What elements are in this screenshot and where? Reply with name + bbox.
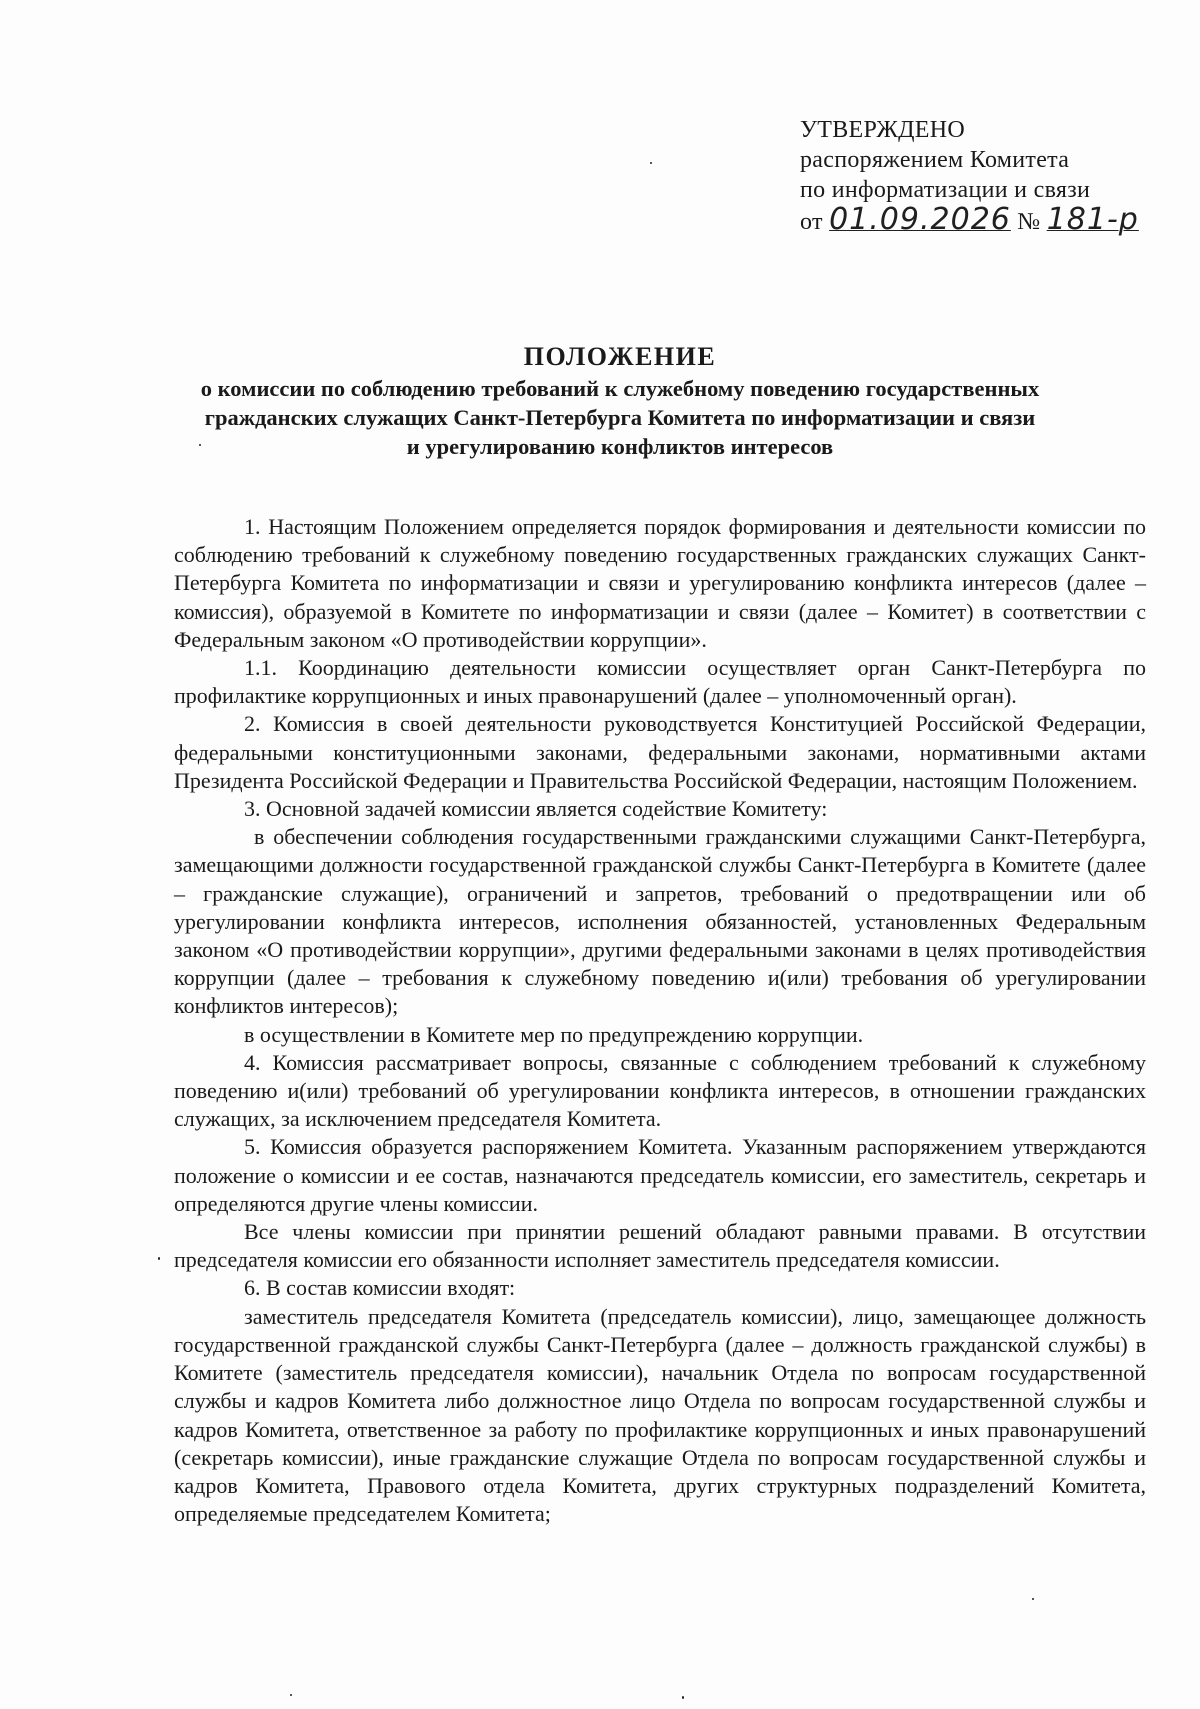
handwritten-number: 181-р [1046, 202, 1139, 237]
scan-speck [682, 1696, 684, 1699]
paragraph: заместитель председателя Комитета (председатель комиссии), лицо, замещающее должность государственной гражданской службы Санкт-Петербурга (далее – должность гражданской службы) в Комитете (заместитель председателя комиссии), начальник Отдела по вопросам государственной службы и кадров Комитета либо должностное лицо Отдела по вопросам государственной службы и кадров Комитета, ответственное за работу по профилактике коррупционных и иных правонарушений (секретарь комиссии), иные гражданские служащие Отдела по вопросам государственной службы и кадров Комитета, Правового отдела Комитета, других структурных подразделений Комитета, определяемые председателем Комитета; [174, 1303, 1146, 1527]
subtitle-line: гражданских служащих Санкт-Петербурга Комитета по информатизации и связи [204, 405, 1036, 430]
paragraph: 6. В состав комиссии входят: [244, 1275, 516, 1301]
paragraph: Все члены комиссии при принятии решений обладают равными правами. В отсутствии председателя комиссии его обязанности исполняет заместитель председателя комиссии. [174, 1219, 1146, 1273]
handwritten-date: 01.09.2026 [829, 202, 1011, 237]
scan-speck [199, 444, 201, 446]
scan-speck [158, 1257, 160, 1260]
paragraph: в осуществлении в Комитете мер по предупреждению коррупции. [244, 1021, 864, 1047]
scan-speck [650, 162, 652, 164]
paragraph: 3. Основной задачей комиссии является содействие Комитету: [244, 796, 828, 822]
subtitle-line: о комиссии по соблюдению требований к служебному поведению государственных [200, 376, 1040, 401]
paragraph: 2. Комиссия в своей деятельности руководствуется Конституцией Российской Федерации, федеральными конституционными законами, федеральными законами, нормативными актами Президента Российской Федерации и Правительства Российской Федерации, настоящим Положением. [174, 711, 1146, 793]
document-body [174, 513, 1146, 1528]
scan-speck [1032, 1598, 1034, 1600]
approved-label: УТВЕРЖДЕНО [800, 117, 966, 143]
approval-committee-line: по информатизации и связи [800, 177, 1091, 203]
paragraph: 4. Комиссия рассматривает вопросы, связанные с соблюдением требований к служебному поведению и(или) требований об урегулировании конфликта интересов, в отношении гражданских служащих, за исключением председателя Комитета. [174, 1049, 1146, 1132]
paragraph: 1. Настоящим Положением определяется порядок формирования и деятельности комиссии по соблюдению требований к служебному поведению государственных гражданских служащих Санкт-Петербурга Комитета по информатизации и связи и урегулированию конфликта интересов (далее – комиссия), образуемой в Комитете по информатизации и связи (далее – Комитет) в соответствии с Федеральным законом «О противодействии коррупции». [174, 514, 1146, 652]
paragraph: 1.1. Координацию деятельности комиссии осуществляет орган Санкт-Петербурга по профилактике коррупционных и иных правонарушений (далее – уполномоченный орган). [174, 655, 1146, 709]
scan-speck [290, 1694, 292, 1696]
subtitle-line: и урегулированию конфликтов интересов [406, 434, 834, 459]
approval-date-line [800, 202, 1139, 237]
paragraph: 5. Комиссия образуется распоряжением Комитета. Указанным распоряжением утверждаются положение о комиссии и ее состав, назначаются председатель комиссии, его заместитель, секретарь и определяются другие члены комиссии. [174, 1134, 1146, 1216]
approval-stamp [800, 115, 1139, 237]
number-prefix: № [1017, 209, 1041, 235]
paragraph: в обеспечении соблюдения государственными гражданскими служащими Санкт-Петербурга, замещающими должности государственной гражданской службы Санкт-Петербурга в Комитете (далее – гражданские служащие), ограничений и запретов, требований о предотвращении или об урегулировании конфликта интересов, исполнения обязанностей, установленных Федеральным законом «О противодействии коррупции», другими федеральными законами в целях противодействия коррупции (далее – требования к служебному поведению и(или) требования об урегулировании конфликтов интересов); [174, 824, 1146, 1019]
document-header [180, 340, 1060, 461]
date-prefix: от [800, 209, 823, 235]
approval-order-line: распоряжением Комитета [800, 147, 1070, 173]
document-title: ПОЛОЖЕНИЕ [523, 342, 717, 371]
